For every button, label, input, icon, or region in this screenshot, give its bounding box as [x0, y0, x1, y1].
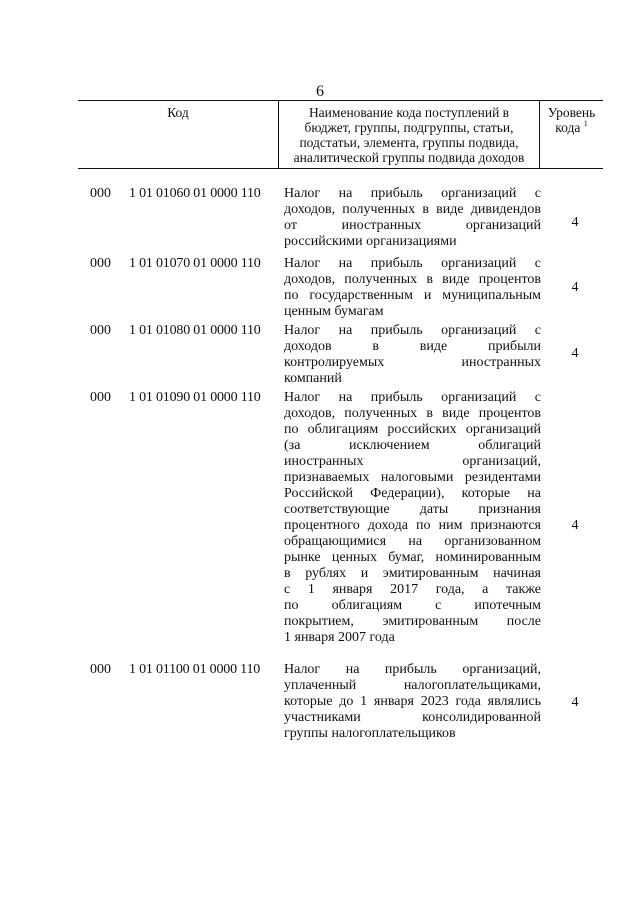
name-line: которые до 1 января 2023 года являлись [284, 694, 541, 709]
name-line: уплаченный налогоплательщиками, [284, 678, 541, 693]
header-name [278, 101, 540, 168]
revenue-code: 1 01 01090 01 0000 110 [129, 390, 261, 405]
name-line: контролируемых иностранных [284, 355, 541, 370]
level-value: 4 [571, 215, 579, 230]
name-line: доходов, полученных в виде процентов [284, 406, 541, 421]
name-line: российскими организациями [284, 234, 457, 249]
revenue-code: 1 01 01070 01 0000 110 [129, 256, 261, 271]
table-header [78, 100, 603, 169]
name-line: (за исключением облигаций [284, 438, 541, 453]
revenue-name [284, 662, 541, 742]
name-line: обращающимися на организованном [284, 534, 541, 549]
header-level-line [540, 120, 603, 135]
name-line: процентного дохода по ним признаются [284, 518, 541, 533]
name-line: по облигациям с ипотечным [284, 598, 541, 613]
name-line: покрытием, эмитированным после [284, 614, 541, 629]
name-line: группы налогоплательщиков [284, 726, 456, 741]
admin-code: 000 [90, 323, 111, 338]
admin-code: 000 [90, 662, 111, 677]
name-line: участниками консолидированной [284, 710, 541, 725]
header-level [540, 101, 603, 168]
revenue-code: 1 01 01080 01 0000 110 [129, 323, 261, 338]
level-value: 4 [571, 518, 579, 533]
name-line: ценным бумагам [284, 304, 384, 319]
revenue-name [284, 256, 541, 320]
name-line: Налог на прибыль организаций с [284, 390, 541, 405]
name-line: с 1 января 2017 года, а также [284, 582, 541, 597]
table-body [0, 186, 640, 742]
name-line: Налог на прибыль организаций с [284, 323, 541, 338]
name-line: по облигациям российских организаций [284, 422, 541, 437]
header-name-line: подстатьи, элемента, группы подвида, [299, 135, 519, 150]
name-line: от иностранных организаций [284, 218, 541, 233]
header-name-line: Наименование кода поступлений в [308, 105, 510, 120]
name-line: рынке ценных бумаг, номинированным [284, 550, 541, 565]
name-line: в рублях и эмитированным начиная [284, 566, 541, 581]
name-line: доходов, полученных в виде процентов [284, 272, 541, 287]
footnote-marker: 1 [583, 119, 588, 128]
revenue-code: 1 01 01060 01 0000 110 [129, 186, 261, 201]
level-value: 4 [571, 280, 579, 295]
name-line: Налог на прибыль организаций с [284, 186, 541, 201]
revenue-name [284, 186, 541, 250]
table-row [0, 323, 640, 390]
name-line: признаваемых налоговыми резидентами [284, 470, 541, 485]
name-line: доходов в виде прибыли [284, 339, 541, 354]
table-row [0, 662, 640, 742]
revenue-name [284, 390, 541, 646]
name-line: доходов, полученных в виде дивидендов [284, 202, 541, 217]
admin-code: 000 [90, 186, 111, 201]
header-level-text: кода [555, 120, 581, 135]
name-line: Налог на прибыль организаций, [284, 662, 541, 677]
name-line: Российской Федерации), которые на [284, 486, 541, 501]
revenue-name [284, 323, 541, 387]
header-name-line: бюджет, группы, подгруппы, статьи, [304, 120, 514, 135]
name-line: иностранных организаций, [284, 454, 541, 469]
name-line: компаний [284, 371, 342, 386]
table-row [0, 186, 640, 256]
header-level-line: Уровень [547, 105, 596, 120]
table-row [0, 256, 640, 323]
revenue-code: 1 01 01100 01 0000 110 [129, 662, 261, 677]
name-line: Налог на прибыль организаций с [284, 256, 541, 271]
header-name-line: аналитической группы подвида доходов [293, 150, 525, 165]
level-value: 4 [571, 695, 579, 710]
admin-code: 000 [90, 256, 111, 271]
page-number: 6 [316, 83, 324, 100]
name-line: 1 января 2007 года [284, 630, 395, 645]
table-row [0, 390, 640, 662]
level-value: 4 [571, 346, 579, 361]
admin-code: 000 [90, 390, 111, 405]
name-line: по государственным и муниципальным [284, 288, 541, 303]
name-line: соответствующие даты признания [284, 502, 541, 517]
header-code: Код [167, 105, 189, 120]
